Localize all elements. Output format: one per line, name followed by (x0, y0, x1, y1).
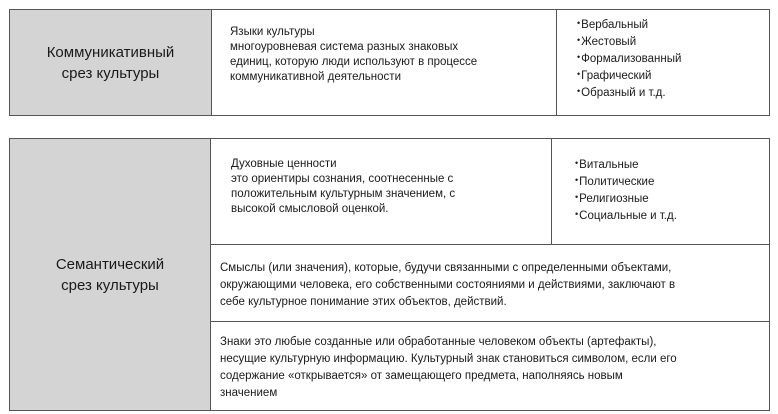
semantic-heading-line: срез культуры (61, 276, 159, 294)
communicative-heading-cell (9, 9, 212, 116)
communicative-heading-line: срез культуры (61, 64, 160, 82)
description-line: Языки культуры (230, 26, 315, 38)
list-item: •Графический (577, 69, 652, 82)
signs-line: содержание «открывается» от замещающего предмета, наполняясь новым (220, 370, 623, 382)
values-line: положительным культурным значением, с (231, 188, 456, 200)
values-description-cell (210, 138, 552, 245)
list-item: •Религиозные (575, 192, 649, 205)
list-item: •Жестовый (577, 35, 637, 48)
description-line: единиц, которую люди используют в процессе (230, 56, 478, 68)
values-line: Духовные ценности (231, 158, 337, 170)
meanings-line: Смыслы (или значения), которые, будучи связанными с определенными объектами, (220, 262, 672, 274)
signs-line: несущие культурную информацию. Культурный знак становиться символом, если его (220, 353, 677, 365)
communicative-types-cell (556, 9, 770, 116)
semantic-heading (56, 254, 164, 296)
signs-cell (210, 321, 770, 411)
communicative-description-cell (211, 9, 557, 116)
communicative-heading (47, 42, 175, 84)
value-types-cell (551, 138, 770, 245)
list-item: •Образный и т.д. (577, 86, 666, 99)
list-item: •Формализованный (577, 52, 682, 65)
list-item: •Социальные и т.д. (575, 209, 677, 222)
communicative-heading-line: Коммуникативный (46, 43, 175, 61)
values-line: это ориентиры сознания, соотнесенные с (231, 173, 454, 185)
meanings-line: окружающими человека, его собственными состояниями и действиями, заключают в (220, 279, 676, 291)
semantic-heading-cell (9, 138, 211, 411)
signs-line: значением (220, 387, 278, 399)
signs-line: Знаки это любые созданные или обработанные человеком объекты (артефакты), (220, 336, 657, 348)
list-item: •Вербальный (577, 18, 649, 31)
semantic-heading-line: Семантический (55, 255, 165, 273)
description-line: коммуникативной деятельности (230, 71, 401, 83)
list-item: •Политические (575, 175, 655, 188)
description-line: многоуровневая система разных знаковых (230, 41, 459, 53)
meanings-line: себе культурное понимание этих объектов, действий. (220, 296, 507, 308)
meanings-cell (210, 244, 770, 322)
list-item: •Витальные (575, 158, 639, 171)
values-line: высокой смысловой оценкой. (231, 203, 389, 215)
